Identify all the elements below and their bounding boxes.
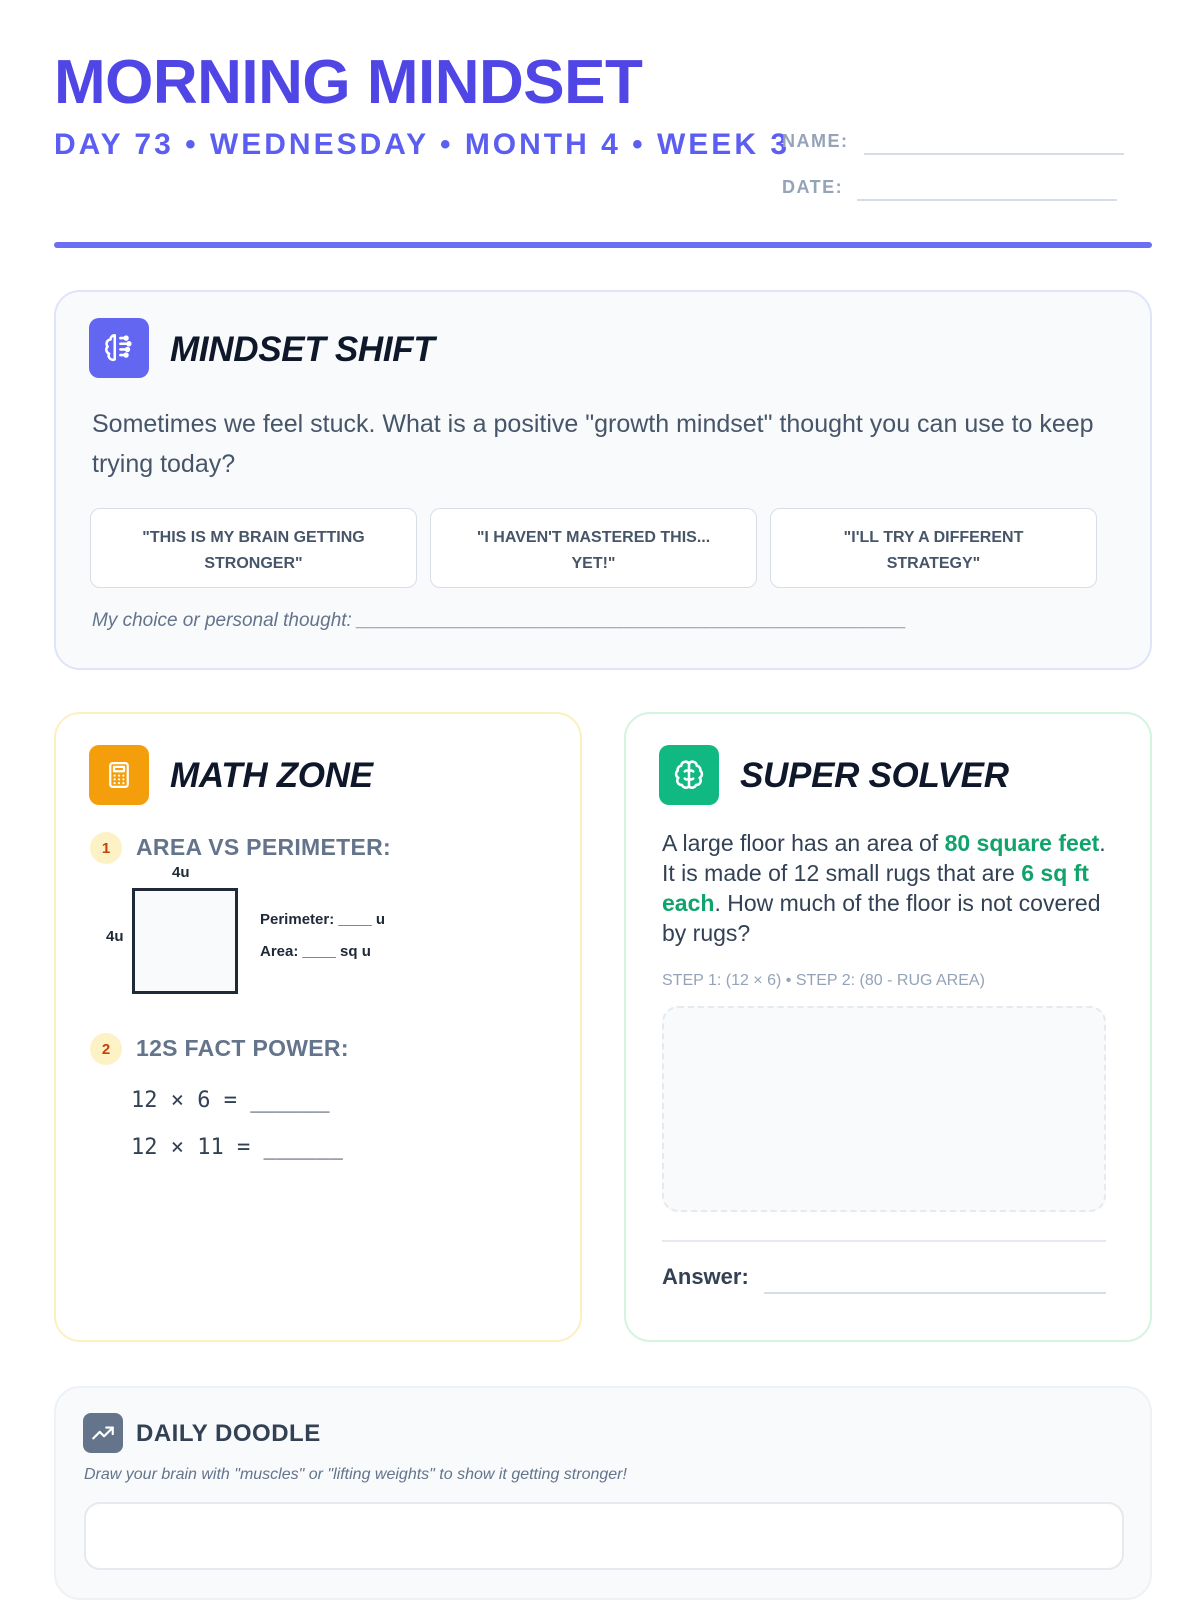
solver-divider (662, 1240, 1106, 1242)
page-title: MORNING MINDSET (54, 48, 643, 117)
name-label: NAME: (782, 131, 849, 151)
area-perimeter-label: AREA VS PERIMETER: (136, 834, 392, 860)
work-area[interactable] (662, 1006, 1106, 1212)
question-number-badge: 1 (90, 832, 122, 864)
mindset-prompt: Sometimes we feel stuck. What is a positive "growth mindset" thought you can use to keep trying today? (92, 410, 1094, 478)
square-figure (132, 888, 238, 994)
mindset-shift-card (54, 290, 1152, 670)
date-label: DATE: (782, 177, 844, 197)
calculator-icon (89, 745, 149, 805)
answer-field[interactable] (764, 1292, 1106, 1294)
personal-thought-field[interactable]: My choice or personal thought: ____________________________________________________ (92, 610, 907, 631)
area-highlight: 80 square feet (944, 830, 1100, 856)
super-solver-card (624, 712, 1152, 1342)
mindset-title: MINDSET SHIFT (170, 330, 435, 369)
answer-label: Answer: (662, 1264, 749, 1289)
option-brain-stronger[interactable]: "THIS IS MY BRAIN GETTING STRONGER" (90, 508, 417, 588)
brain-icon (659, 745, 719, 805)
brain-icon (89, 318, 149, 378)
doodle-title: DAILY DOODLE (136, 1420, 321, 1447)
trend-up-icon (83, 1413, 123, 1453)
fact-row[interactable]: 12 × 6 = ______ (131, 1088, 330, 1113)
facts-label: 12S FACT POWER: (136, 1035, 349, 1061)
word-problem: A large floor has an area of 80 square feet. It is made of 12 small rugs that are 6 sq ft each. How much of the floor is not covered by rugs? (662, 830, 1106, 946)
rug-size-highlight: 6 sq ft each (662, 860, 1089, 916)
math-zone-card (54, 712, 582, 1342)
header-divider (54, 242, 1152, 248)
perimeter-field[interactable]: Perimeter: ____ u (260, 911, 386, 928)
square-left-side-label: 4u (106, 928, 124, 945)
option-different-strategy[interactable]: "I'LL TRY A DIFFERENT STRATEGY" (770, 508, 1097, 588)
page-subtitle: DAY 73 • WEDNESDAY • MONTH 4 • WEEK 3 (54, 128, 791, 161)
solver-title: SUPER SOLVER (740, 756, 1009, 795)
math-title: MATH ZONE (170, 756, 373, 795)
doodle-area[interactable] (84, 1502, 1124, 1570)
area-field[interactable]: Area: ____ sq u (260, 943, 371, 960)
square-top-side-label: 4u (172, 864, 190, 881)
solution-steps: STEP 1: (12 × 6) • STEP 2: (80 - RUG AREA) (662, 972, 985, 989)
date-field[interactable] (857, 199, 1117, 201)
option-not-yet[interactable]: "I HAVEN'T MASTERED THIS... YET!" (430, 508, 757, 588)
fact-row[interactable]: 12 × 11 = ______ (131, 1135, 343, 1160)
name-field[interactable] (864, 153, 1124, 155)
question-number-badge: 2 (90, 1033, 122, 1065)
daily-doodle-card (54, 1386, 1152, 1600)
doodle-instructions: Draw your brain with "muscles" or "lifting weights" to show it getting stronger! (84, 1466, 627, 1483)
